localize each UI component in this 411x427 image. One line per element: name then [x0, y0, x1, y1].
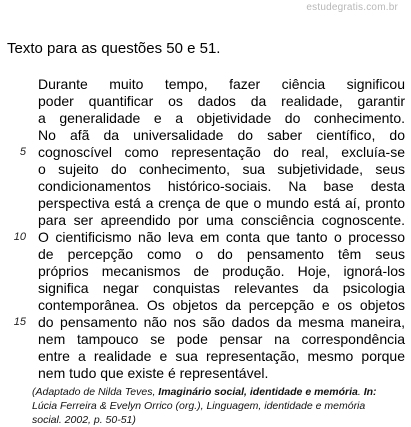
passage-line: para ser apreendido por uma consciência cognoscente. [38, 212, 405, 228]
passage-line: poder quantificar os dados da realidade, garantir [38, 93, 405, 109]
passage-line: contemporânea. Os objetos da percepção e os objetos [38, 297, 405, 313]
source-line-2: Lúcia Ferreira & Evelyn Orrico (org.), Linguagem, identidade e memória [32, 400, 366, 412]
source-title: Imaginário social, identidade e memória [158, 386, 358, 398]
passage-line: nem tampouco se pode pensar na correspondência [38, 331, 405, 347]
watermark: estudegratis.com.br [306, 2, 398, 13]
source-line-3: social. 2002, p. 50-51) [32, 414, 136, 426]
intro-heading: Texto para as questões 50 e 51. [7, 40, 221, 57]
passage-line: do pensamento não nos são dados da mesma maneira, [38, 314, 405, 330]
source-prefix: (Adaptado de Nilda Teves, [32, 386, 159, 398]
passage-line: Durante muito tempo, fazer ciência significou [38, 76, 405, 92]
source-mid: . [357, 386, 364, 398]
passage-line: condicionamentos histórico-sociais. Na base desta [38, 178, 405, 194]
passage-line: o sujeito do conhecimento, sua subjetividade, seus [38, 161, 405, 177]
passage-line: O cientificismo não leva em conta que tanto o processo [38, 229, 405, 245]
passage-line: perspectiva está a crença de que o mundo está aí, pronto [38, 195, 405, 211]
passage-line: entre a realidade e sua representação, mesmo porque [38, 348, 405, 364]
passage-line: cognoscível como representação do real, excluía-se [38, 144, 405, 160]
passage-line: significa negar conquistas relevantes da psicologia [38, 280, 405, 296]
passage-line: No afã da universalidade do saber científico, do [38, 127, 405, 143]
passage-line: próprios mecanismos de produção. Hoje, ignorá-los [38, 263, 405, 279]
source-in-label: In: [363, 386, 377, 398]
line-number-5: 5 [19, 146, 26, 158]
passage-line: nem tudo que existe é representável. [38, 365, 269, 381]
passage-line: de percepção como o do pensamento têm seus [38, 246, 405, 262]
line-number-15: 15 [13, 316, 26, 328]
line-number-10: 10 [13, 231, 26, 243]
passage-line: a generalidade e a objetividade do conhecimento. [38, 110, 405, 126]
